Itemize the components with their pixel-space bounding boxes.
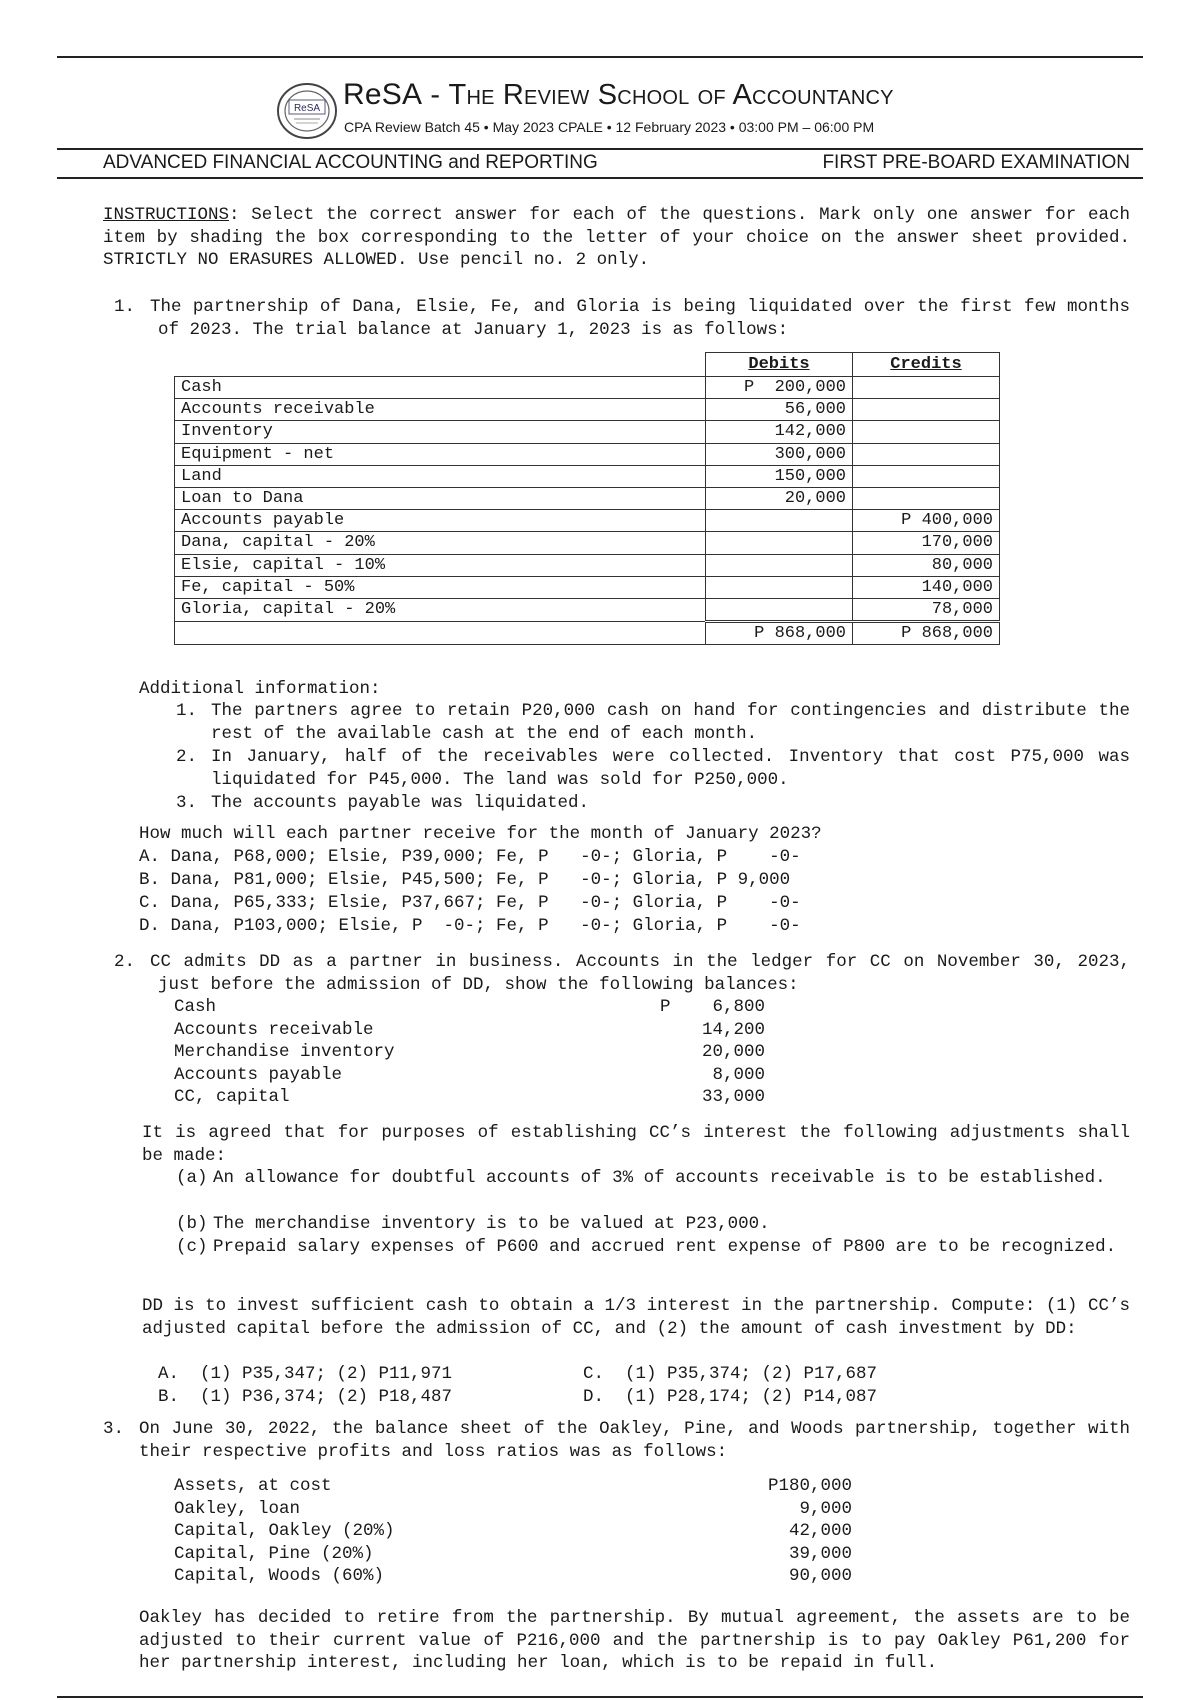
- debit-cell: 56,000: [706, 399, 853, 421]
- instructions: [103, 204, 1130, 272]
- q3-balance-amount: P180,000: [767, 1476, 852, 1496]
- debit-cell: 142,000: [706, 421, 853, 443]
- table-row: [175, 443, 1000, 465]
- credit-cell: 80,000: [853, 554, 1000, 576]
- q2-balance-amount: 20,000: [701, 1042, 765, 1062]
- table-row: [175, 576, 1000, 598]
- table-row: [175, 598, 1000, 621]
- adjustment-label: (c): [176, 1237, 208, 1257]
- brand-full: The Review School of Accountancy: [448, 79, 894, 111]
- q2-balance-account: Accounts payable: [174, 1064, 343, 1085]
- account-cell: Dana, capital - 20%: [175, 532, 706, 554]
- header-rule-bottom: [57, 177, 1143, 179]
- q3-balance-account: Assets, at cost: [174, 1476, 332, 1496]
- account-cell: Loan to Dana: [175, 487, 706, 509]
- account-cell: Accounts receivable: [175, 399, 706, 421]
- table-row: [175, 510, 1000, 532]
- q3-balance-amount: 9,000: [799, 1498, 852, 1519]
- q2-choice: D. (1) P28,174; (2) P14,087: [583, 1387, 878, 1407]
- table-header-blank: [175, 353, 706, 377]
- trial-balance-table: [174, 352, 1000, 645]
- q2-intro: CC admits DD as a partner in business. Accounts in the ledger for CC on November 30, 2023, just before the admission of DD, show the following balances:: [150, 952, 1130, 995]
- total-debit-cell: P 868,000: [706, 622, 853, 645]
- debit-cell: 300,000: [706, 443, 853, 465]
- q2-choice: A. (1) P35,347; (2) P11,971: [158, 1364, 453, 1384]
- q1-choice: C. Dana, P65,333; Elsie, P37,667; Fe, P -0-; Gloria, P -0-: [139, 893, 801, 913]
- debit-cell: 20,000: [706, 487, 853, 509]
- exam-title: FIRST PRE-BOARD EXAMINATION: [822, 152, 1130, 173]
- account-cell: Gloria, capital - 20%: [175, 598, 706, 621]
- q3-intro: On June 30, 2022, the balance sheet of the Oakley, Pine, and Woods partnership, together with their respective profits and loss ratios was as follows:: [139, 1419, 1130, 1462]
- table-row: [175, 421, 1000, 443]
- q2-balance-account: Accounts receivable: [174, 1019, 374, 1040]
- credits-header: Credits: [853, 353, 1000, 377]
- q2-balance-amount: P 6,800: [659, 997, 765, 1017]
- debit-cell: [706, 598, 853, 621]
- brand-short: ReSA: [343, 78, 423, 111]
- q3-balance-account: Oakley, loan: [174, 1498, 301, 1519]
- table-row: [175, 487, 1000, 509]
- totals-row: [175, 622, 1000, 645]
- account-cell: Cash: [175, 377, 706, 399]
- adjustment-text: The merchandise inventory is to be valued at P23,000.: [213, 1214, 770, 1234]
- additional-item-text: In January, half of the receivables were collected. Inventory that cost P75,000 was liquidated for P45,000. The land was sold for P250,000.: [211, 747, 1130, 790]
- q1-intro: The partnership of Dana, Elsie, Fe, and Gloria is being liquidated over the first few months of 2023. The trial balance at January 1, 2023 is as follows:: [150, 297, 1130, 340]
- debit-cell: [706, 554, 853, 576]
- debits-header: Debits: [706, 353, 853, 377]
- q2-agreed: It is agreed that for purposes of establishing CC’s interest the following adjustments shall be made:: [142, 1123, 1130, 1166]
- q2-balance-amount: 33,000: [701, 1087, 765, 1107]
- q2-balance-account: Merchandise inventory: [174, 1042, 395, 1062]
- totals-label-cell: [175, 622, 706, 645]
- q1-number: 1.: [114, 297, 136, 317]
- q2-choice: C. (1) P35,374; (2) P17,687: [583, 1364, 878, 1384]
- debit-cell: P 200,000: [706, 377, 853, 399]
- credit-cell: 170,000: [853, 532, 1000, 554]
- q2-choice: B. (1) P36,374; (2) P18,487: [158, 1387, 453, 1407]
- q2-balance-amount: 8,000: [712, 1064, 765, 1085]
- q2-number: 2.: [114, 952, 136, 972]
- additional-item-number: 3.: [176, 793, 198, 813]
- q3-balance-amount: 39,000: [788, 1543, 852, 1564]
- logo-text: ReSA: [293, 103, 321, 114]
- q2-balance-account: CC, capital: [174, 1087, 290, 1107]
- table-row: [175, 399, 1000, 421]
- bottom-rule: [57, 1696, 1143, 1698]
- account-cell: Elsie, capital - 10%: [175, 554, 706, 576]
- table-row: [175, 532, 1000, 554]
- account-cell: Equipment - net: [175, 443, 706, 465]
- table-row: [175, 465, 1000, 487]
- additional-item-text: The partners agree to retain P20,000 cash on hand for contingencies and distribute the rest of the available cash at the end of each month.: [211, 701, 1130, 744]
- additional-item-number: 1.: [176, 701, 198, 721]
- q1-choice: D. Dana, P103,000; Elsie, P -0-; Fe, P -0-; Gloria, P -0-: [139, 916, 801, 936]
- account-cell: Accounts payable: [175, 510, 706, 532]
- debit-cell: 150,000: [706, 465, 853, 487]
- q3-number: 3.: [103, 1419, 125, 1439]
- batch-line: CPA Review Batch 45 • May 2023 CPALE • 12 February 2023 • 03:00 PM – 06:00 PM: [344, 119, 875, 135]
- q1-choice: B. Dana, P81,000; Elsie, P45,500; Fe, P -0-; Gloria, P 9,000: [139, 870, 791, 890]
- account-cell: Fe, capital - 50%: [175, 576, 706, 598]
- resa-logo: [276, 82, 338, 140]
- subject-title: ADVANCED FINANCIAL ACCOUNTING and REPORTING: [103, 152, 598, 173]
- q1-choice: A. Dana, P68,000; Elsie, P39,000; Fe, P -0-; Gloria, P -0-: [139, 847, 801, 867]
- q2-balance-account: Cash: [174, 997, 217, 1017]
- instructions-text: : Select the correct answer for each of the questions. Mark only one answer for each item by shading the box corresponding to the letter of your choice on the answer sheet provided. STRICTLY NO ERASURES ALLOWED. Use pencil no. 2 only.: [103, 205, 1130, 270]
- adjustment-text: An allowance for doubtful accounts of 3% of accounts receivable is to be established.: [213, 1168, 1106, 1188]
- q2-question: DD is to invest sufficient cash to obtain a 1/3 interest in the partnership. Compute: (1) CC’s adjusted capital before the admission of CC, and (2) the amount of cash investment by DD:: [142, 1296, 1130, 1339]
- q3-balance-account: Capital, Pine (20%): [174, 1543, 374, 1564]
- q1-question: How much will each partner receive for the month of January 2023?: [139, 824, 822, 844]
- account-cell: Inventory: [175, 421, 706, 443]
- account-cell: Land: [175, 465, 706, 487]
- credit-cell: [853, 421, 1000, 443]
- header-rule-top: [57, 148, 1143, 150]
- credit-cell: [853, 465, 1000, 487]
- q3-balance-amount: 42,000: [788, 1521, 852, 1541]
- additional-item-number: 2.: [176, 747, 198, 767]
- credit-cell: [853, 487, 1000, 509]
- q1-additional-label: Additional information:: [139, 679, 381, 699]
- total-credit-cell: P 868,000: [853, 622, 1000, 645]
- credit-cell: 78,000: [853, 598, 1000, 621]
- credit-cell: 140,000: [853, 576, 1000, 598]
- table-row: [175, 554, 1000, 576]
- adjustment-label: (b): [176, 1214, 208, 1234]
- q3-balance-account: Capital, Oakley (20%): [174, 1521, 395, 1541]
- credit-cell: [853, 377, 1000, 399]
- brand-separator: -: [422, 79, 449, 111]
- credit-cell: P 400,000: [853, 510, 1000, 532]
- brand-title: [343, 78, 894, 112]
- debit-cell: [706, 576, 853, 598]
- instructions-label: INSTRUCTIONS: [103, 205, 230, 225]
- adjustment-text: Prepaid salary expenses of P600 and accrued rent expense of P800 are to be recognized.: [213, 1237, 1117, 1257]
- q3-balance-amount: 90,000: [788, 1566, 852, 1586]
- top-rule: [57, 56, 1143, 58]
- q3-balance-account: Capital, Woods (60%): [174, 1566, 385, 1586]
- credit-cell: [853, 443, 1000, 465]
- debit-cell: [706, 510, 853, 532]
- table-row: [175, 377, 1000, 399]
- credit-cell: [853, 399, 1000, 421]
- adjustment-label: (a): [176, 1168, 208, 1188]
- q2-balance-amount: 14,200: [701, 1019, 765, 1040]
- additional-item-text: The accounts payable was liquidated.: [211, 793, 590, 813]
- q3-text: Oakley has decided to retire from the partnership. By mutual agreement, the assets are to be adjusted to their current value of P216,000 and the partnership is to pay Oakley P61,200 for her partnership interest, including her loan, which is to be repaid in full.: [139, 1608, 1130, 1673]
- debit-cell: [706, 532, 853, 554]
